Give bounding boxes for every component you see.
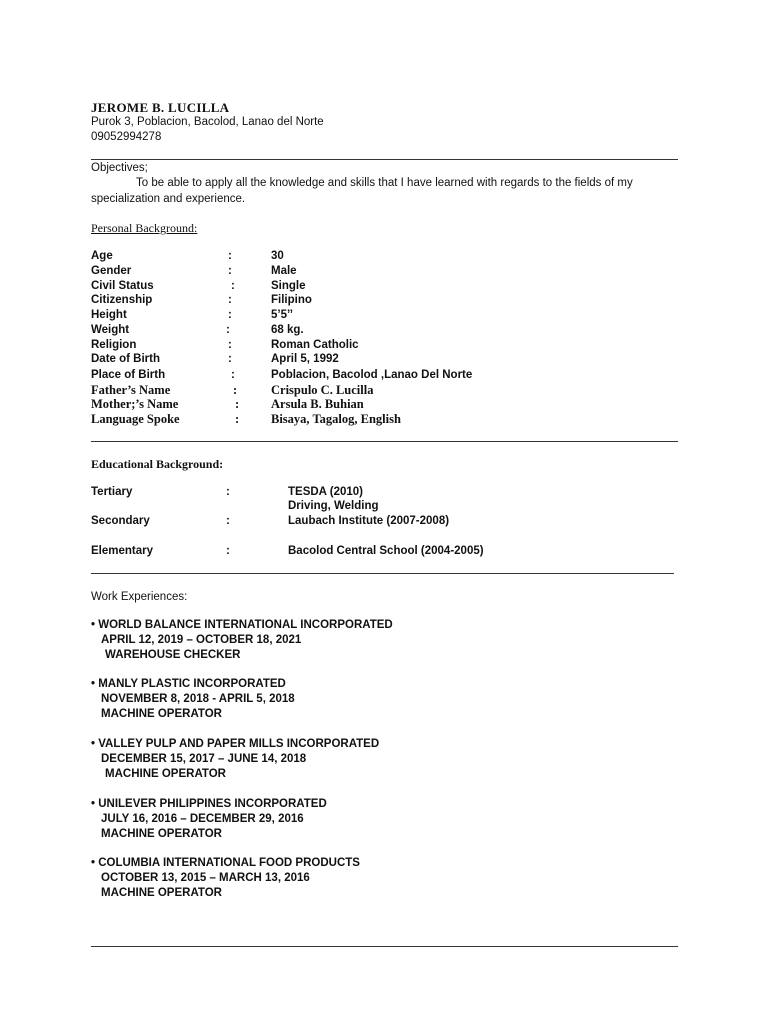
value-date-of-birth: April 5, 1992 bbox=[271, 353, 339, 365]
colon: : bbox=[228, 309, 232, 321]
colon: : bbox=[231, 369, 235, 381]
objectives-body: To be able to apply all the knowledge and skills that I have learned with regards to the fields of my specialization and experience. bbox=[91, 177, 633, 205]
label-language: Language Spoke bbox=[91, 412, 180, 426]
label-gender: Gender bbox=[91, 265, 132, 277]
phone-number: 09052994278 bbox=[91, 131, 162, 143]
colon: : bbox=[228, 339, 232, 351]
value-height: 5’5’’ bbox=[271, 309, 293, 321]
colon: : bbox=[228, 353, 232, 365]
value-religion: Roman Catholic bbox=[271, 339, 359, 351]
colon: : bbox=[228, 294, 232, 306]
educational-background-heading: Educational Background: bbox=[91, 457, 224, 471]
divider bbox=[91, 441, 678, 442]
job-company: • COLUMBIA INTERNATIONAL FOOD PRODUCTS bbox=[91, 857, 360, 869]
objectives-heading: Objectives; bbox=[91, 162, 148, 174]
job-company: • WORLD BALANCE INTERNATIONAL INCORPORATED bbox=[91, 619, 393, 631]
job-position: MACHINE OPERATOR bbox=[101, 828, 222, 840]
job-position: WAREHOUSE CHECKER bbox=[105, 649, 241, 661]
job-entry bbox=[91, 797, 327, 842]
job-entry bbox=[91, 856, 360, 901]
objectives-text bbox=[91, 176, 671, 207]
applicant-name: JEROME B. LUCILLA bbox=[91, 100, 230, 115]
label-weight: Weight bbox=[91, 324, 130, 336]
value-mothers-name: Arsula B. Buhian bbox=[271, 397, 364, 411]
elementary-school: Bacolod Central School (2004-2005) bbox=[288, 545, 484, 557]
job-dates: NOVEMBER 8, 2018 - APRIL 5, 2018 bbox=[101, 693, 295, 705]
colon: : bbox=[226, 486, 230, 498]
label-age: Age bbox=[91, 250, 113, 262]
job-company: • MANLY PLASTIC INCORPORATED bbox=[91, 678, 286, 690]
label-place-of-birth: Place of Birth bbox=[91, 369, 166, 381]
label-date-of-birth: Date of Birth bbox=[91, 353, 160, 365]
tertiary-school: TESDA (2010) bbox=[288, 486, 363, 498]
tertiary-course: Driving, Welding bbox=[288, 500, 379, 512]
job-entry bbox=[91, 618, 393, 663]
label-fathers-name: Father’s Name bbox=[91, 383, 171, 397]
value-gender: Male bbox=[271, 265, 297, 277]
label-civil-status: Civil Status bbox=[91, 280, 154, 292]
label-tertiary: Tertiary bbox=[91, 486, 133, 498]
divider bbox=[91, 159, 678, 160]
colon: : bbox=[235, 397, 240, 411]
colon: : bbox=[226, 324, 230, 336]
value-weight: 68 kg. bbox=[271, 324, 304, 336]
job-position: MACHINE OPERATOR bbox=[101, 708, 222, 720]
personal-background-heading: Personal Background: bbox=[91, 221, 198, 235]
address: Purok 3, Poblacion, Bacolod, Lanao del Norte bbox=[91, 116, 324, 128]
value-civil-status: Single bbox=[271, 280, 306, 292]
value-citizenship: Filipino bbox=[271, 294, 312, 306]
secondary-school: Laubach Institute (2007-2008) bbox=[288, 515, 450, 527]
job-company: • VALLEY PULP AND PAPER MILLS INCORPORATED bbox=[91, 738, 380, 750]
divider bbox=[91, 573, 674, 574]
colon: : bbox=[228, 250, 232, 262]
colon: : bbox=[226, 545, 230, 557]
label-religion: Religion bbox=[91, 339, 137, 351]
colon: : bbox=[226, 515, 230, 527]
job-dates: JULY 16, 2016 – DECEMBER 29, 2016 bbox=[101, 813, 304, 825]
colon: : bbox=[235, 412, 240, 426]
value-language: Bisaya, Tagalog, English bbox=[271, 412, 401, 426]
value-fathers-name: Crispulo C. Lucilla bbox=[271, 383, 374, 397]
job-entry bbox=[91, 737, 379, 782]
job-dates: DECEMBER 15, 2017 – JUNE 14, 2018 bbox=[101, 753, 307, 765]
job-position: MACHINE OPERATOR bbox=[101, 887, 222, 899]
divider bbox=[91, 946, 678, 947]
job-dates: OCTOBER 13, 2015 – MARCH 13, 2016 bbox=[101, 872, 310, 884]
colon: : bbox=[233, 383, 238, 397]
colon: : bbox=[231, 280, 235, 292]
label-height: Height bbox=[91, 309, 127, 321]
job-entry bbox=[91, 677, 295, 722]
label-citizenship: Citizenship bbox=[91, 294, 153, 306]
work-experiences-heading: Work Experiences: bbox=[91, 591, 188, 603]
label-elementary: Elementary bbox=[91, 545, 154, 557]
label-secondary: Secondary bbox=[91, 515, 150, 527]
label-mothers-name: Mother;’s Name bbox=[91, 397, 179, 411]
job-dates: APRIL 12, 2019 – OCTOBER 18, 2021 bbox=[101, 634, 302, 646]
value-age: 30 bbox=[271, 250, 284, 262]
job-position: MACHINE OPERATOR bbox=[105, 768, 226, 780]
value-place-of-birth: Poblacion, Bacolod ,Lanao Del Norte bbox=[271, 369, 473, 381]
colon: : bbox=[228, 265, 232, 277]
job-company: • UNILEVER PHILIPPINES INCORPORATED bbox=[91, 798, 327, 810]
